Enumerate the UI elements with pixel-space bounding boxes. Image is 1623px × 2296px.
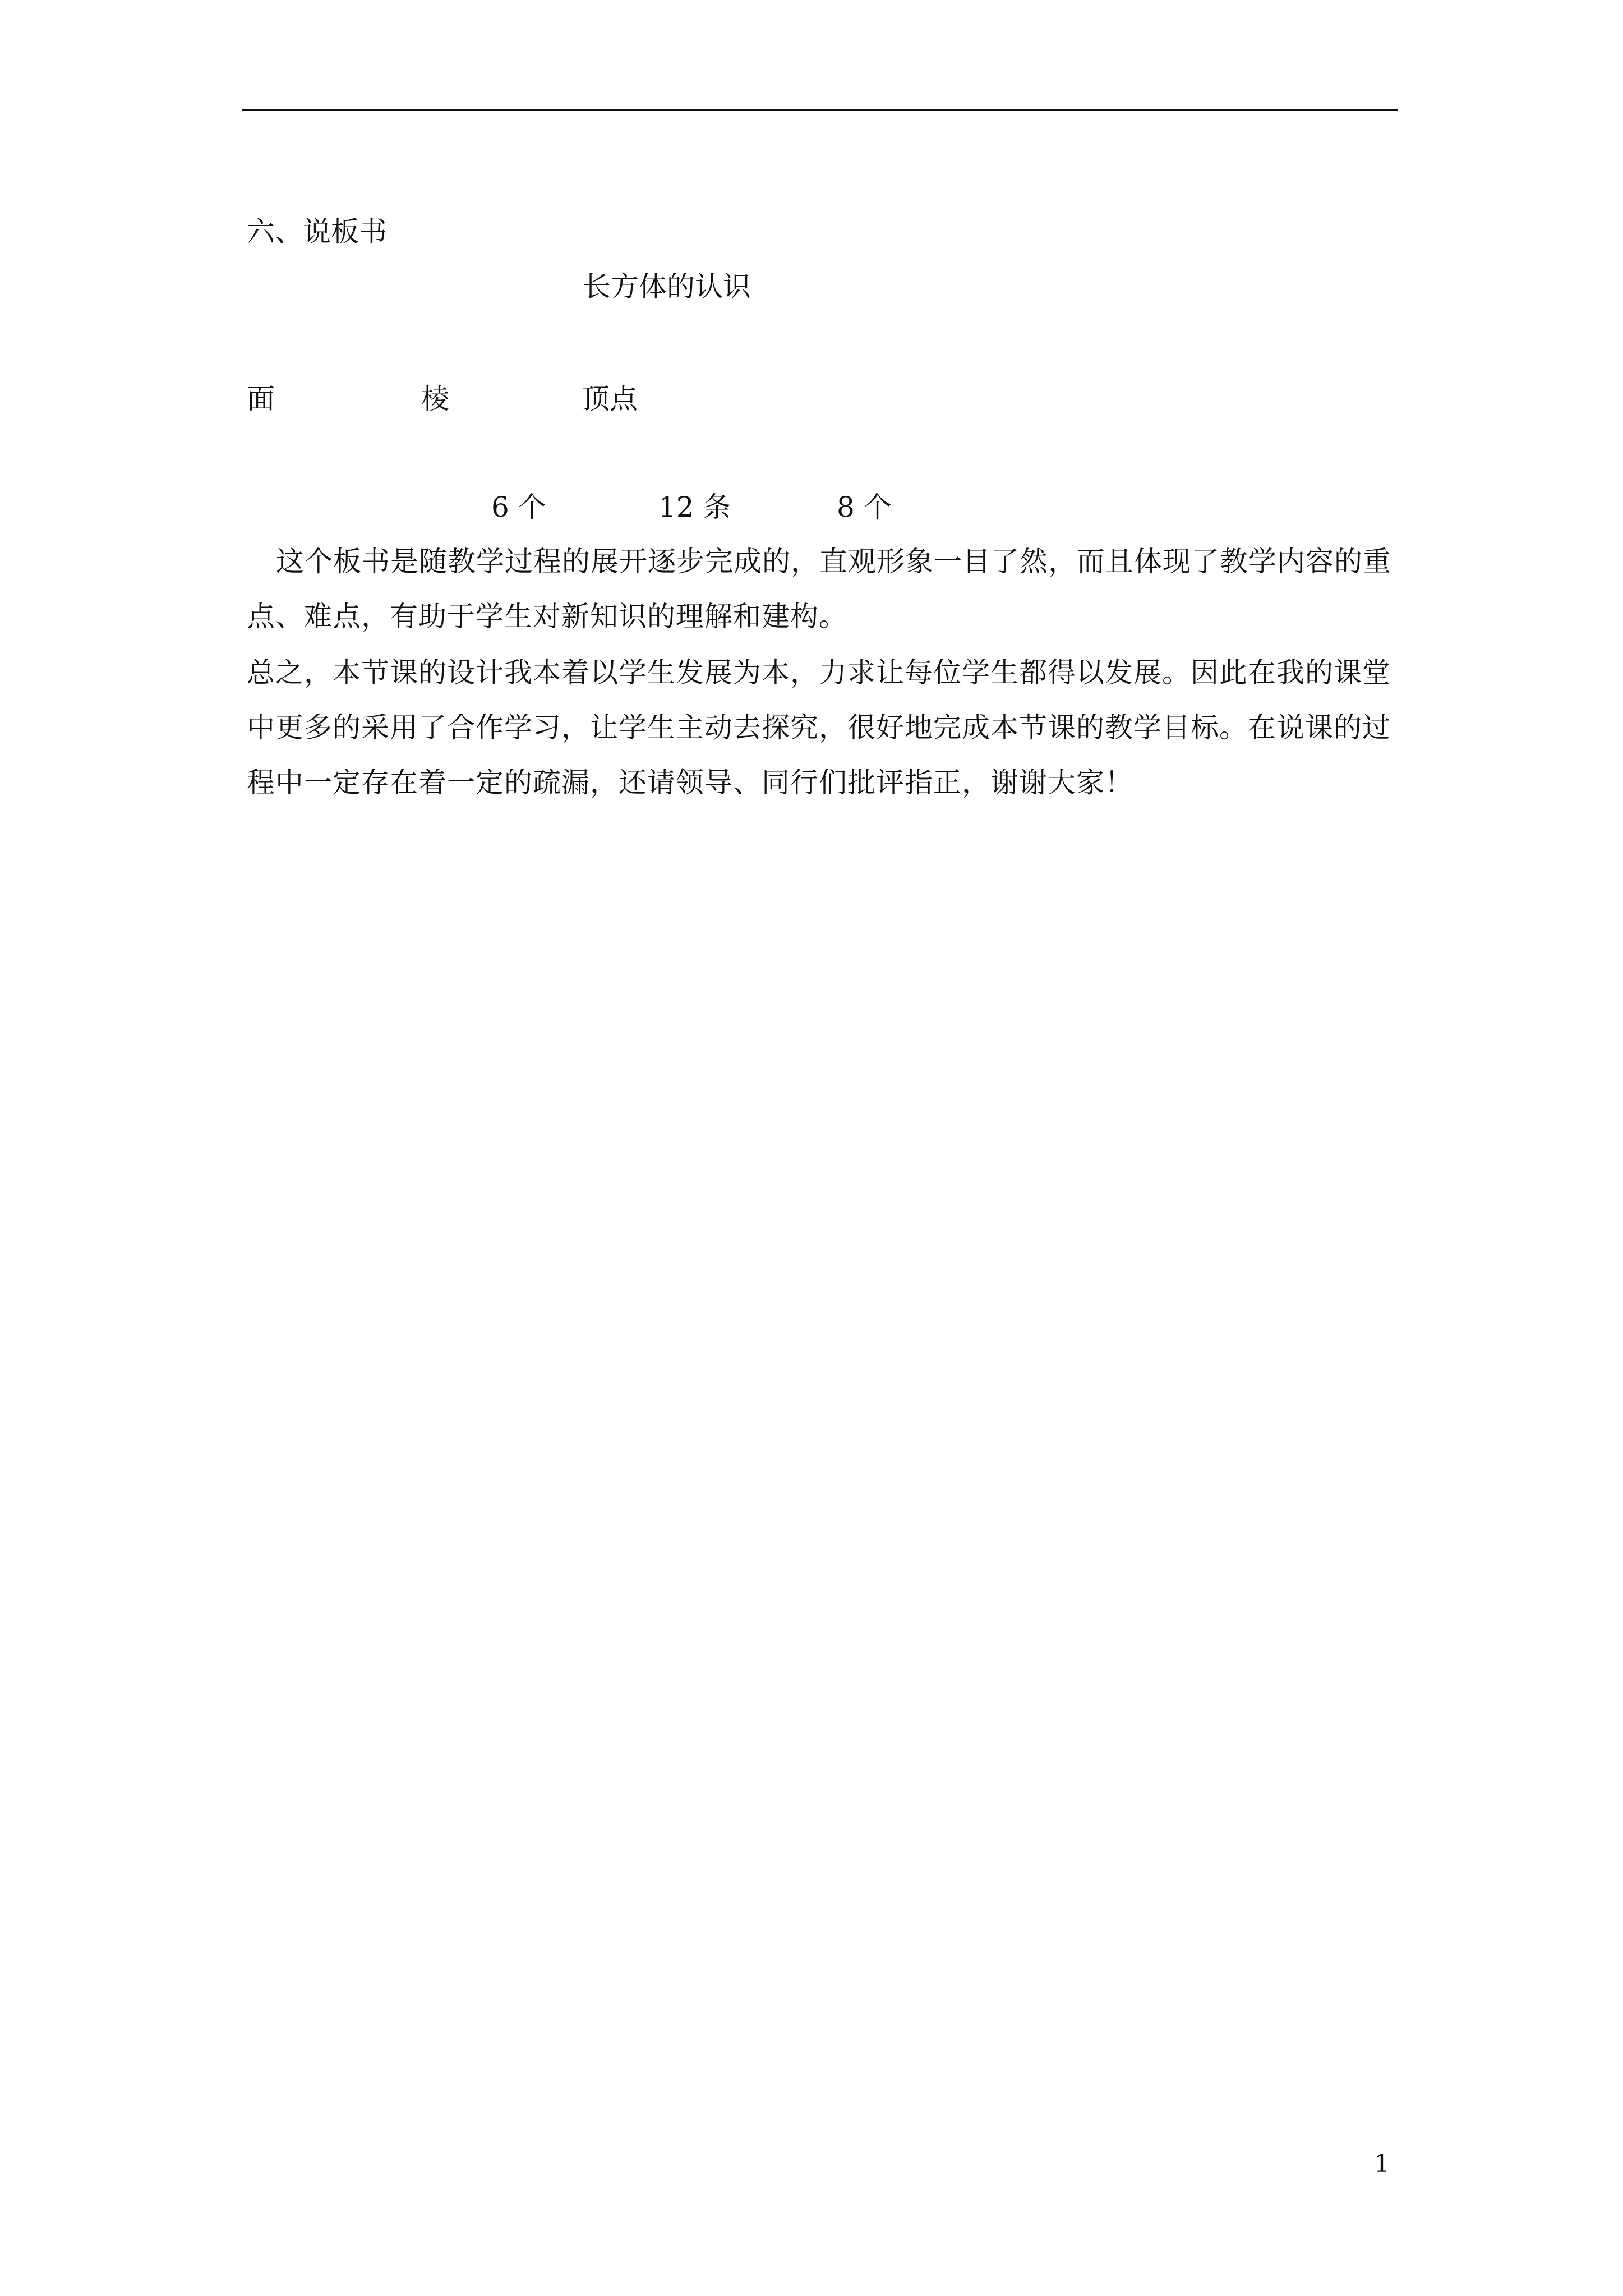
- paragraph-board-explanation: [247, 534, 1396, 644]
- paragraph-line: 点、难点，有助于学生对新知识的理解和建构。: [247, 600, 847, 633]
- section-heading: 六、说板书: [247, 215, 387, 248]
- paragraph-line: 程中一定存在着一定的疏漏，还请领导、同行们批评指正，谢谢大家！: [247, 766, 1133, 799]
- paragraph-conclusion: [247, 645, 1396, 810]
- paragraph-line: 这个板书是随教学过程的展开逐步完成的，直观形象一目了然，而且体现了教学内容的重: [276, 545, 1391, 578]
- paragraph-line: 总之，本节课的设计我本着以学生发展为本，力求让每位学生都得以发展。因此在我的课堂: [247, 656, 1391, 689]
- page-number: 1: [1374, 2150, 1390, 2178]
- board-count-face: 6 个: [491, 491, 546, 523]
- board-term-vertex: 顶点: [582, 383, 638, 415]
- paragraph-line: 中更多的采用了合作学习，让学生主动去探究，很好地完成本节课的教学目标。在说课的过: [247, 711, 1391, 744]
- board-count-edge: 12 条: [658, 491, 731, 523]
- board-term-face: 面: [247, 383, 275, 415]
- board-title: 长方体的认识: [583, 270, 751, 303]
- board-term-edge: 棱: [421, 383, 449, 415]
- header-rule: [242, 109, 1398, 111]
- board-count-vertex: 8 个: [837, 491, 892, 523]
